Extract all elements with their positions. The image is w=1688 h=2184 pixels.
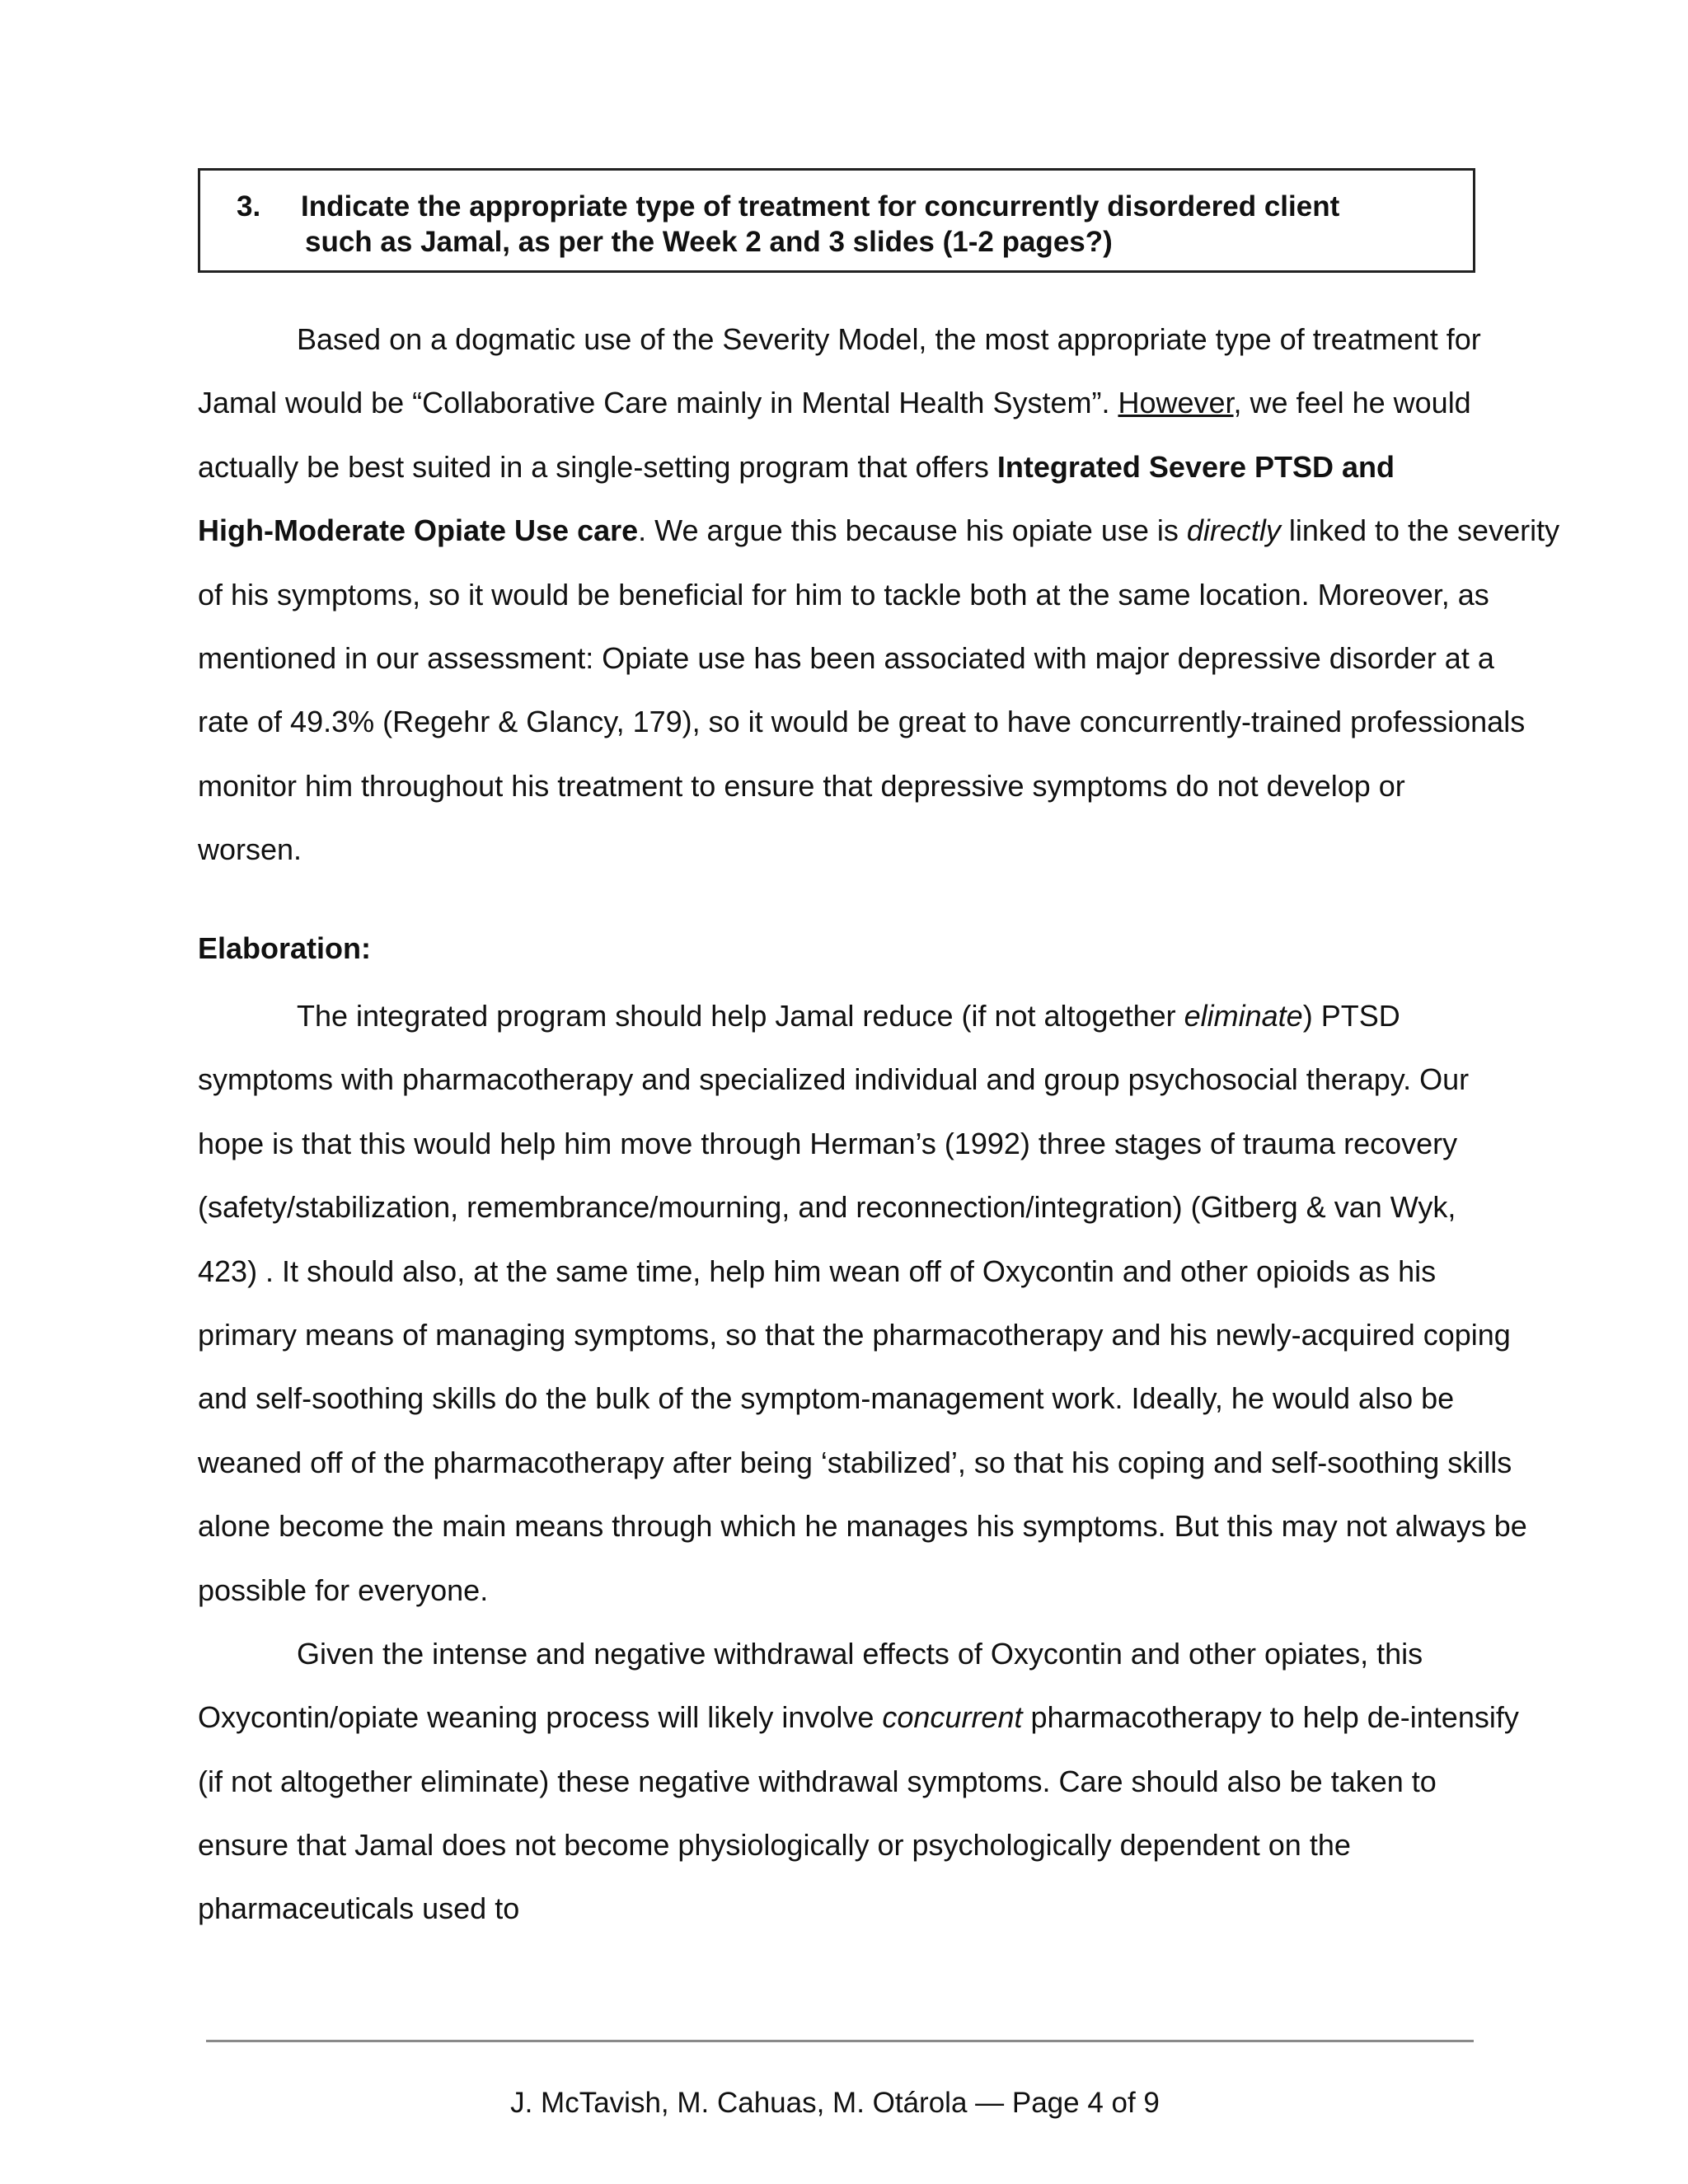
paragraph-line: alone become the main means through which he manages his symptoms. But this may not always be [198, 1509, 1527, 1544]
paragraph-line: (if not altogether eliminate) these negative withdrawal symptoms. Care should also be taken to [198, 1764, 1437, 1798]
paragraph-line: monitor him throughout his treatment to ensure that depressive symptoms do not develop or [198, 768, 1405, 803]
paragraph-line [198, 499, 1560, 562]
question-box [198, 168, 1475, 273]
paragraph-line: (safety/stabilization, remembrance/mourning, and reconnection/integration) (Gitberg & van Wyk, [198, 1190, 1456, 1225]
paragraph-line: symptoms with pharmacotherapy and specialized individual and group psychosocial therapy. Our [198, 1062, 1470, 1097]
paragraph-severity-model [198, 307, 1560, 882]
paragraph-line: primary means of managing symptoms, so that the pharmacotherapy and his newly-acquired coping [198, 1317, 1511, 1352]
italic-directly: directly [1186, 513, 1281, 548]
italic-eliminate: eliminate [1184, 999, 1303, 1033]
text-run: Jamal would be “Collaborative Care mainly in Mental Health System”. [198, 386, 1118, 420]
paragraph-line: possible for everyone. [198, 1572, 489, 1607]
paragraph-line: of his symptoms, so it would be beneficial for him to tackle both at the same location. Moreover, as [198, 577, 1489, 612]
paragraph-line: Given the intense and negative withdrawal effects of Oxycontin and other opiates, this [297, 1636, 1423, 1671]
question-number: 3. [237, 190, 261, 223]
paragraph-line: worsen. [198, 832, 302, 867]
paragraph-line: 423) . It should also, at the same time, help him wean off of Oxycontin and other opioids as his [198, 1254, 1437, 1288]
text-run: actually be best suited in a single-setting program that offers [198, 449, 997, 484]
paragraph-line: hope is that this would help him move through Herman’s (1992) three stages of trauma recovery [198, 1126, 1458, 1160]
italic-concurrent: concurrent [882, 1700, 1023, 1735]
footer-divider [206, 2040, 1474, 2042]
bold-phrase: Integrated Severe PTSD and [996, 449, 1395, 484]
text-run: pharmacotherapy to help de-intensify [1022, 1700, 1519, 1735]
elaboration-heading: Elaboration: [198, 931, 372, 965]
paragraph-line [198, 1685, 1519, 1749]
paragraph-line: weaned off of the pharmacotherapy after being ‘stabilized’, so that his coping and self-soothing skills [198, 1445, 1512, 1479]
text-run: The integrated program should help Jamal reduce (if not altogether [297, 999, 1184, 1033]
paragraph-line: Based on a dogmatic use of the Severity Model, the most appropriate type of treatment for [297, 322, 1481, 356]
paragraph-line: rate of 49.3% (Regehr & Glancy, 179), so it would be great to have concurrently-trained professionals [198, 705, 1526, 739]
paragraph-line: ensure that Jamal does not become physiologically or psychologically dependent on the [198, 1828, 1351, 1863]
paragraph-line: mentioned in our assessment: Opiate use has been associated with major depressive disorder at a [198, 640, 1494, 675]
bold-phrase: High-Moderate Opiate Use care [198, 513, 639, 548]
paragraph-line [198, 371, 1484, 434]
underlined-however: However [1118, 386, 1234, 420]
question-text-line-2: such as Jamal, as per the Week 2 and 3 slides (1-2 pages?) [305, 226, 1113, 258]
paragraph-line: and self-soothing skills do the bulk of the symptom-management work. Ideally, he would also be [198, 1381, 1455, 1416]
text-run: linked to the severity [1280, 513, 1560, 548]
page-footer: J. McTavish, M. Cahuas, M. Otárola — Page 4 of 9 [510, 2087, 1160, 2119]
paragraph-line: pharmaceuticals used to [198, 1891, 520, 1926]
text-run: ) PTSD [1302, 999, 1400, 1033]
paragraph-integrated-program [198, 984, 1527, 1941]
paragraph-line [198, 435, 1484, 499]
text-run: . We argue this because his opiate use is [638, 513, 1187, 548]
question-text-line-1: Indicate the appropriate type of treatment for concurrently disordered client [301, 190, 1340, 223]
paragraph-line [198, 984, 1484, 1047]
text-run: , we feel he would [1233, 386, 1471, 420]
text-run: Oxycontin/opiate weaning process will likely involve [198, 1700, 883, 1735]
